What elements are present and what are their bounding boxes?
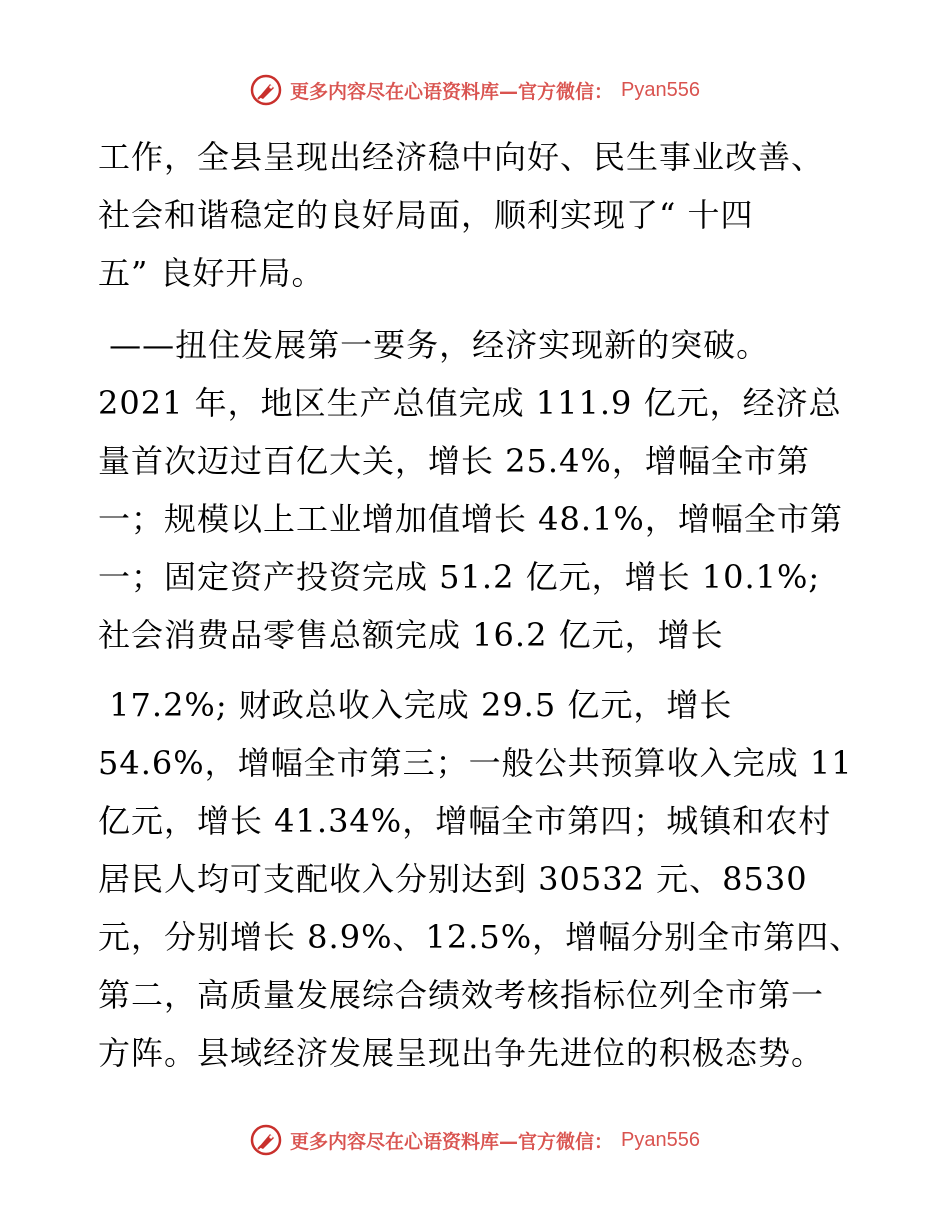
pen-nib-logo-icon [250, 74, 282, 106]
text-line: ——扭住发展第一要务，经济实现新的突破。 [98, 326, 770, 364]
text-line: 元，分别增长 8.9%、12.5%，增幅分别全市第四、 [98, 918, 863, 956]
header-banner [0, 70, 950, 110]
banner-wechat-id: Pyan556 [621, 1128, 700, 1151]
paragraph-3 [98, 676, 863, 1082]
banner-text: 更多内容尽在心语资料库—官方微信： [290, 80, 614, 103]
text-line: 17.2%; 财政总收入完成 29.5 亿元，增长 [98, 686, 733, 724]
text-line: 一；规模以上工业增加值增长 48.1%，增幅全市第 [98, 500, 843, 538]
document-body [98, 128, 863, 1082]
text-line: 一；固定资产投资完成 51.2 亿元，增长 10.1%; [98, 558, 821, 596]
text-line: 量首次迈过百亿大关，增长 25.4%，增幅全市第 [98, 442, 810, 480]
paragraph-2 [98, 316, 858, 664]
text-line: 方阵。县域经济发展呈现出争先进位的积极态势。 [98, 1034, 825, 1072]
banner-text: 更多内容尽在心语资料库—官方微信： [290, 1130, 614, 1153]
pen-nib-logo-icon [250, 1124, 282, 1156]
text-line: 社会和谐稳定的良好局面，顺利实现了“ 十四 [98, 196, 754, 234]
paragraph-1 [98, 128, 858, 302]
footer-banner [0, 1120, 950, 1160]
banner-wechat-id: Pyan556 [621, 78, 700, 101]
text-line: 居民人均可支配收入分别达到 30532 元、8530 [98, 860, 808, 898]
text-line: 2021 年，地区生产总值完成 111.9 亿元，经济总 [98, 384, 842, 422]
text-line: 工作，全县呈现出经济稳中向好、民生事业改善、 [98, 138, 825, 176]
text-line: 社会消费品零售总额完成 16.2 亿元，增长 [98, 616, 724, 654]
text-line: 第二，高质量发展综合绩效考核指标位列全市第一 [98, 976, 825, 1014]
text-line: 54.6%，增幅全市第三；一般公共预算收入完成 11 [98, 744, 853, 782]
text-line: 五” 良好开局。 [98, 254, 325, 292]
text-line: 亿元，增长 41.34%，增幅全市第四；城镇和农村 [98, 802, 832, 840]
